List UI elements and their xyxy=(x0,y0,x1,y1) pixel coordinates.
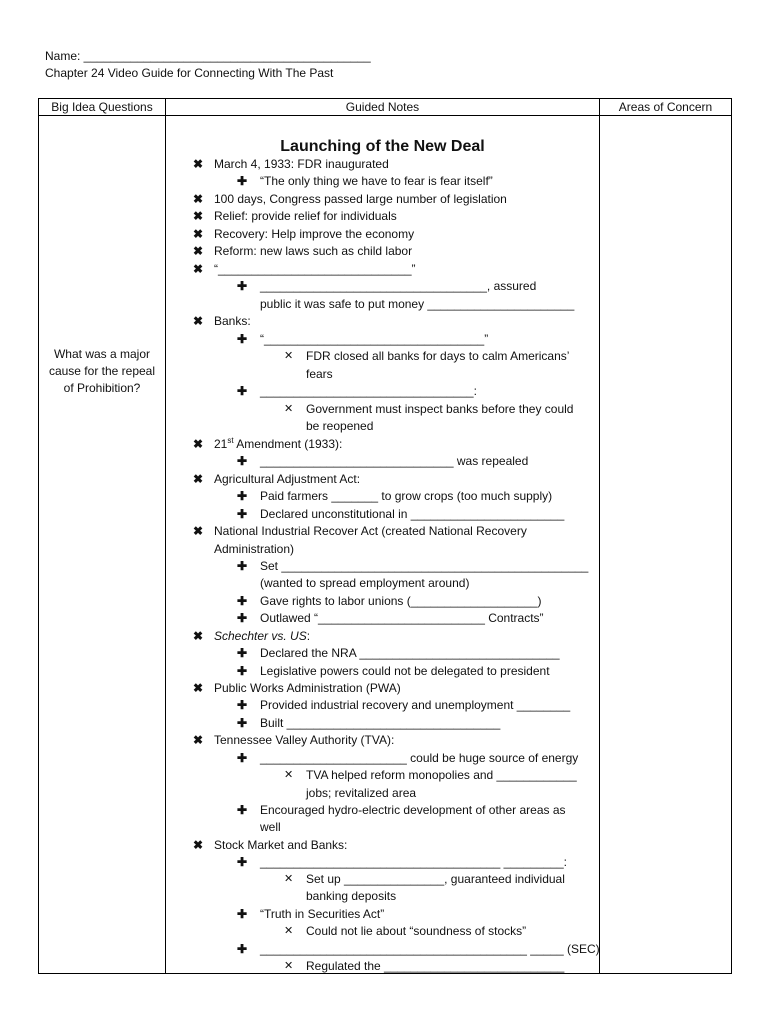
plus-bullet-icon: ✚ xyxy=(237,454,248,468)
note-line: Regulated the ___________________________ xyxy=(306,959,565,973)
note-line: Recovery: Help improve the economy xyxy=(214,227,415,241)
note-line: March 4, 1933: FDR inaugurated xyxy=(214,157,389,171)
note-line: Reform: new laws such as child labor xyxy=(214,244,413,258)
plus-bullet-icon: ✚ xyxy=(237,646,248,660)
x-bullet-icon: ✖ xyxy=(193,192,204,206)
note-line: “The only thing we have to fear is fear itself” xyxy=(260,174,493,188)
col-header-areas-of-concern: Areas of Concern xyxy=(600,99,732,116)
note-line: Declared the NRA ______________________________ xyxy=(260,646,560,660)
note-line: jobs; revitalized area xyxy=(306,786,417,800)
note-line: Paid farmers _______ to grow crops (too much supply) xyxy=(260,489,553,503)
note-line: Outlawed “_________________________ Contracts” xyxy=(260,611,544,625)
plus-bullet-icon: ✚ xyxy=(237,803,248,817)
big-idea-cell xyxy=(39,116,166,974)
x-bullet-icon: ✖ xyxy=(193,244,204,258)
sub-bullet-icon: ✕ xyxy=(284,769,294,781)
case-colon: : xyxy=(306,629,311,643)
note-line: TVA helped reform monopolies and ____________ xyxy=(306,768,577,782)
note-line: well xyxy=(260,820,281,834)
x-bullet-icon: ✖ xyxy=(193,209,204,223)
x-bullet-icon: ✖ xyxy=(193,472,204,486)
x-bullet-icon: ✖ xyxy=(193,524,204,538)
plus-bullet-icon: ✚ xyxy=(237,384,248,398)
note-line: “_____________________________” xyxy=(214,262,416,276)
note-line xyxy=(214,436,342,453)
plus-bullet-icon: ✚ xyxy=(237,559,248,573)
amendment-number: 21 xyxy=(214,437,228,451)
plus-bullet-icon: ✚ xyxy=(237,698,248,712)
note-line: Set up _______________, guaranteed individual xyxy=(306,872,565,886)
note-line: Declared unconstitutional in _______________________ xyxy=(260,507,565,521)
x-bullet-icon: ✖ xyxy=(193,629,204,643)
plus-bullet-icon: ✚ xyxy=(237,664,248,678)
note-line: ____________________________________ _________: xyxy=(260,855,567,869)
plus-bullet-icon: ✚ xyxy=(237,855,248,869)
content-row xyxy=(39,116,732,974)
note-line: Administration) xyxy=(214,542,295,556)
name-line: Name: ___________________________________________ xyxy=(45,49,371,63)
sub-bullet-icon: ✕ xyxy=(284,403,294,415)
plus-bullet-icon: ✚ xyxy=(237,174,248,188)
document-subtitle: Chapter 24 Video Guide for Connecting With The Past xyxy=(45,66,334,80)
x-bullet-icon: ✖ xyxy=(193,314,204,328)
plus-bullet-icon: ✚ xyxy=(237,611,248,625)
note-line: ______________________ could be huge source of energy xyxy=(260,751,579,765)
section-title: Launching of the New Deal xyxy=(280,138,485,155)
note-line: 100 days, Congress passed large number of legislation xyxy=(214,192,507,206)
note-line: Public Works Administration (PWA) xyxy=(214,681,401,695)
note-line: ________________________________________ _____ (SEC) xyxy=(260,942,600,956)
sub-bullet-icon: ✕ xyxy=(284,960,294,972)
note-line: Agricultural Adjustment Act: xyxy=(214,472,361,486)
note-line: Banks: xyxy=(214,314,251,328)
note-line: _____________________________ was repealed xyxy=(260,454,529,468)
note-line: “_________________________________” xyxy=(260,332,489,346)
plus-bullet-icon: ✚ xyxy=(237,751,248,765)
plus-bullet-icon: ✚ xyxy=(237,279,248,293)
note-line: (wanted to spread employment around) xyxy=(260,576,470,590)
plus-bullet-icon: ✚ xyxy=(237,507,248,521)
plus-bullet-icon: ✚ xyxy=(237,942,248,956)
sub-bullet-icon: ✕ xyxy=(284,350,294,362)
note-line: public it was safe to put money ______________________ xyxy=(260,297,575,311)
note-line: FDR closed all banks for days to calm Americans’ xyxy=(306,349,570,363)
x-bullet-icon: ✖ xyxy=(193,227,204,241)
note-line: __________________________________, assured xyxy=(260,279,537,293)
sub-bullet-icon: ✕ xyxy=(284,873,294,885)
header-row xyxy=(39,99,732,116)
note-line: Could not lie about “soundness of stocks” xyxy=(306,924,527,938)
x-bullet-icon: ✖ xyxy=(193,733,204,747)
x-bullet-icon: ✖ xyxy=(193,681,204,695)
col-header-big-idea: Big Idea Questions xyxy=(39,99,166,116)
amendment-text: Amendment (1933): xyxy=(233,437,343,451)
note-line: fears xyxy=(306,367,333,381)
note-line: Relief: provide relief for individuals xyxy=(214,209,397,223)
note-line: Built ________________________________ xyxy=(260,716,501,730)
note-line: National Industrial Recover Act (created National Recovery xyxy=(214,524,527,538)
case-name: Schechter vs. US xyxy=(214,629,307,643)
note-line: Government must inspect banks before they could xyxy=(306,402,574,416)
note-line: Set ______________________________________________ xyxy=(260,559,589,573)
note-line xyxy=(214,628,310,645)
note-line: “Truth in Securities Act” xyxy=(260,907,385,921)
note-line: Tennessee Valley Authority (TVA): xyxy=(214,733,395,747)
plus-bullet-icon: ✚ xyxy=(237,716,248,730)
note-line: Provided industrial recovery and unemployment ________ xyxy=(260,698,571,712)
guided-notes-cell xyxy=(166,116,600,974)
note-line: be reopened xyxy=(306,419,374,433)
note-line: Stock Market and Banks: xyxy=(214,838,348,852)
x-bullet-icon: ✖ xyxy=(193,157,204,171)
note-line: Gave rights to labor unions (___________________) xyxy=(260,594,542,608)
note-line: Legislative powers could not be delegated to president xyxy=(260,664,550,678)
plus-bullet-icon: ✚ xyxy=(237,489,248,503)
col-header-guided-notes: Guided Notes xyxy=(166,99,600,116)
areas-of-concern-cell xyxy=(600,116,732,974)
plus-bullet-icon: ✚ xyxy=(237,332,248,346)
note-line: ________________________________: xyxy=(260,384,477,398)
x-bullet-icon: ✖ xyxy=(193,437,204,451)
note-line: Encouraged hydro-electric development of other areas as xyxy=(260,803,566,817)
x-bullet-icon: ✖ xyxy=(193,262,204,276)
guide-table xyxy=(38,98,732,974)
x-bullet-icon: ✖ xyxy=(193,838,204,852)
ordinal-suffix: st xyxy=(227,436,234,445)
plus-bullet-icon: ✚ xyxy=(237,594,248,608)
sub-bullet-icon: ✕ xyxy=(284,925,294,937)
big-idea-question: What was a major cause for the repeal of Prohibition? xyxy=(48,347,156,395)
plus-bullet-icon: ✚ xyxy=(237,907,248,921)
note-line: banking deposits xyxy=(306,889,397,903)
